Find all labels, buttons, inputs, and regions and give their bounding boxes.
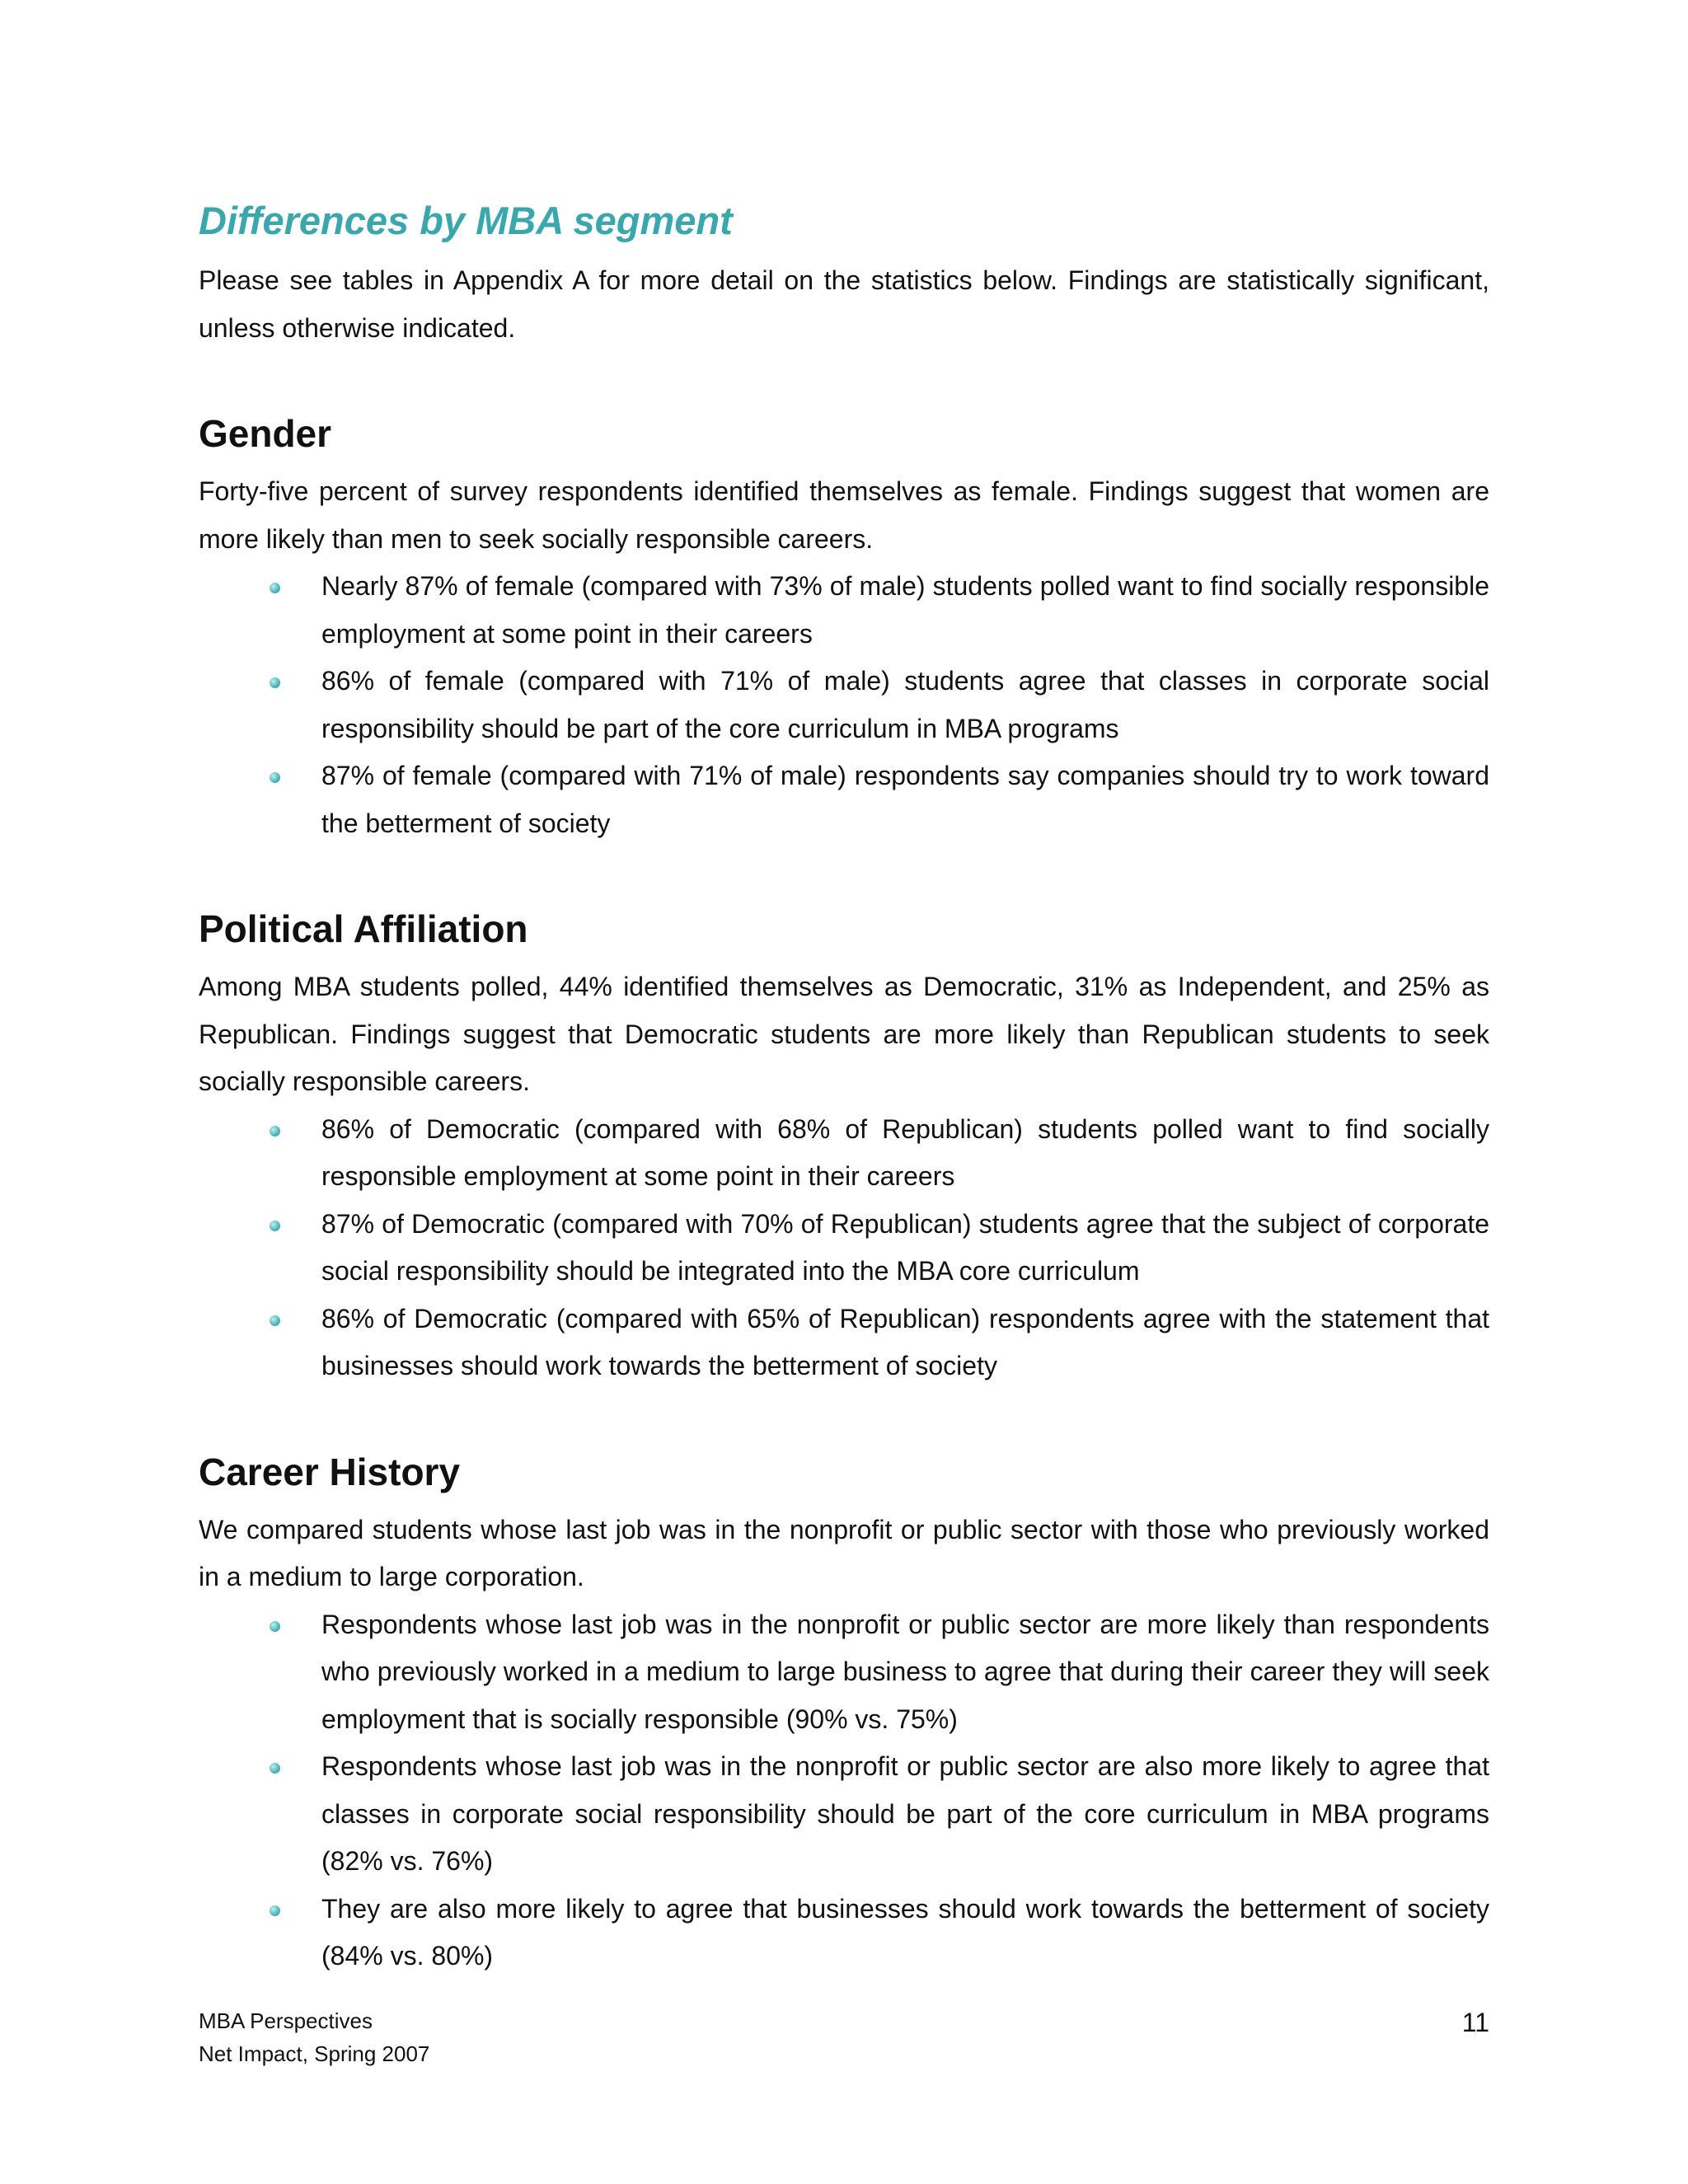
bullet-icon: [270, 1763, 280, 1774]
list-item-text: 86% of female (compared with 71% of male) students agree that classes in corporate social responsibility should be part of the core curriculum in MBA programs: [321, 666, 1489, 743]
intro-paragraph: Please see tables in Appendix A for more detail on the statistics below. Findings are statistically significant, unless otherwise indicated.: [199, 265, 1489, 343]
gender-intro: Forty-five percent of survey respondents identified themselves as female. Findings suggest that women are more likely than men to seek socially responsible careers.: [199, 476, 1489, 554]
footer: [199, 2004, 429, 2070]
list-item: [321, 658, 1489, 752]
career-bullet-list: [199, 1601, 1489, 1980]
list-item-text: Respondents whose last job was in the nonprofit or public sector are more likely than respondents who previously worked in a medium to large business to agree that during their career they will seek employment that is socially responsible (90% vs. 75%): [321, 1609, 1489, 1734]
gender-heading: Gender: [199, 412, 332, 455]
political-section: [199, 902, 1489, 1390]
page-title: Differences by MBA segment: [199, 199, 733, 242]
political-bullet-list: [199, 1106, 1489, 1390]
political-intro: Among MBA students polled, 44% identified themselves as Democratic, 31% as Independent, and 25% as Republican. Findings suggest that Democratic students are more likely than Republican students to seek socially responsible careers.: [199, 972, 1489, 1096]
list-item: [321, 1201, 1489, 1296]
list-item-text: Nearly 87% of female (compared with 73% of male) students polled want to find socially responsible employment at some point in their careers: [321, 571, 1489, 649]
list-item: [321, 1886, 1489, 1980]
career-intro: We compared students whose last job was in the nonprofit or public sector with those who previously worked in a medium to large corporation.: [199, 1514, 1489, 1591]
career-section: [199, 1446, 1489, 1980]
gender-bullet-list: [199, 563, 1489, 847]
bullet-icon: [270, 1221, 280, 1231]
bullet-icon: [270, 1621, 280, 1632]
footer-publication: MBA Perspectives: [199, 2008, 373, 2033]
bullet-icon: [270, 772, 280, 783]
page-number: 11: [1461, 2008, 1489, 2037]
gender-section: [199, 407, 1489, 847]
bullet-icon: [270, 1905, 280, 1916]
footer-edition: Net Impact, Spring 2007: [199, 2041, 430, 2066]
list-item-text: 87% of female (compared with 71% of male) respondents say companies should try to work toward the betterment of society: [321, 761, 1489, 838]
list-item: [321, 1601, 1489, 1744]
list-item: [321, 1106, 1489, 1201]
list-item-text: 86% of Democratic (compared with 68% of Republican) students polled want to find socially responsible employment at some point in their careers: [321, 1113, 1489, 1191]
political-heading: Political Affiliation: [199, 907, 528, 950]
list-item: [321, 563, 1489, 658]
list-item: [321, 1743, 1489, 1886]
list-item-text: They are also more likely to agree that businesses should work towards the betterment of society (84% vs. 80%): [321, 1893, 1489, 1971]
document-page: [199, 194, 1489, 1980]
list-item-text: 86% of Democratic (compared with 65% of Republican) respondents agree with the statement that businesses should work towards the betterment of society: [321, 1303, 1489, 1380]
bullet-icon: [270, 1315, 280, 1326]
career-heading: Career History: [199, 1450, 461, 1493]
bullet-icon: [270, 677, 280, 688]
bullet-icon: [270, 1126, 280, 1137]
list-item-text: 87% of Democratic (compared with 70% of Republican) students agree that the subject of corporate social responsibility should be integrated into the MBA core curriculum: [321, 1208, 1489, 1286]
list-item: [321, 1296, 1489, 1390]
list-item-text: Respondents whose last job was in the nonprofit or public sector are also more likely to agree that classes in corporate social responsibility should be part of the core curriculum in MBA programs (82% vs. 76%): [321, 1751, 1489, 1876]
bullet-icon: [270, 583, 280, 593]
list-item: [321, 752, 1489, 847]
